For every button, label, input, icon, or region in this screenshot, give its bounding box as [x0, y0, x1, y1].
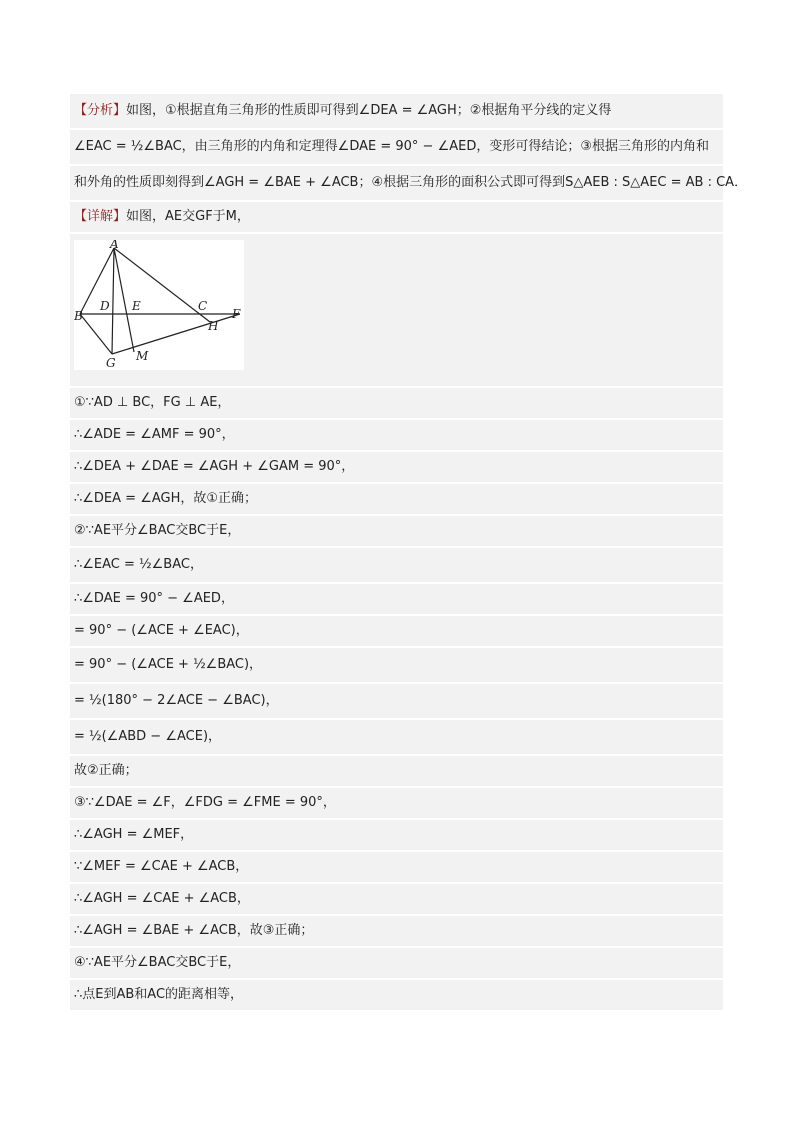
step-row [70, 516, 723, 546]
segment-GF [112, 314, 240, 354]
analysis-text-2: ∠EAC = ½∠BAC，由三角形的内角和定理得∠DAE = 90° − ∠AED，变形可得结论；③根据三角形的内角和 [74, 139, 710, 154]
label-E: E [132, 299, 141, 313]
step-text: ②∵AE平分∠BAC交BC于E， [74, 523, 241, 538]
step-text: ∴∠DAE = 90° − ∠AED， [74, 591, 234, 606]
step-row [70, 452, 723, 482]
step-row [70, 648, 723, 682]
step-row [70, 420, 723, 450]
step-row [70, 756, 723, 786]
step-text: ④∵AE平分∠BAC交BC于E， [74, 955, 241, 970]
detail-line [70, 202, 723, 232]
analysis-line-3 [70, 166, 748, 200]
step-row [70, 852, 723, 882]
step-row [70, 388, 723, 418]
analysis-line-2 [70, 130, 723, 164]
label-H: H [208, 319, 219, 333]
label-D: D [100, 299, 110, 313]
step-text: = 90° − (∠ACE + ∠EAC)， [74, 623, 249, 638]
step-text: = ½(∠ABD − ∠ACE)， [74, 729, 222, 744]
label-G: G [106, 356, 116, 370]
step-text: ∴∠AGH = ∠MEF， [74, 827, 194, 842]
label-A: A [110, 240, 119, 251]
step-row [70, 584, 723, 614]
detail-intro: 如图，AE交GF于M， [126, 209, 250, 224]
step-text: 故②正确； [74, 763, 138, 778]
step-text: ∴点E到AB和AC的距离相等， [74, 987, 244, 1002]
figure-row [70, 234, 723, 386]
step-text: ①∵AD ⊥ BC，FG ⊥ AE， [74, 395, 231, 410]
segment-AG [112, 248, 114, 354]
analysis-line-1 [70, 94, 723, 128]
step-text: ③∵∠DAE = ∠F，∠FDG = ∠FME = 90°， [74, 795, 336, 810]
step-text: ∴∠AGH = ∠CAE + ∠ACB， [74, 891, 250, 906]
segment-AM [114, 248, 134, 352]
step-row [70, 916, 723, 946]
step-row [70, 788, 723, 818]
segment-BG [80, 314, 112, 354]
step-row [70, 884, 723, 914]
segment-AH [114, 248, 210, 322]
label-F: F [232, 307, 241, 321]
triangle-diagram [74, 240, 244, 370]
label-M: M [136, 349, 149, 363]
step-row [70, 616, 723, 646]
analysis-text-3: 和外角的性质即刻得到∠AGH = ∠BAE + ∠ACB；④根据三角形的面积公式即可得到S△AEB : S△AEC = AB : CA． [74, 175, 748, 190]
analysis-text-1: 如图，①根据直角三角形的性质即可得到∠DEA = ∠AGH；②根据角平分线的定义得 [126, 103, 612, 118]
detail-tag: 【详解】 [74, 209, 127, 224]
step-text: ∴∠ADE = ∠AMF = 90°， [74, 427, 235, 442]
step-row [70, 684, 723, 718]
step-text: ∵∠MEF = ∠CAE + ∠ACB， [74, 859, 249, 874]
label-C: C [198, 299, 208, 313]
step-text: ∴∠EAC = ½∠BAC， [74, 557, 203, 572]
step-text: ∴∠DEA = ∠AGH，故①正确； [74, 491, 258, 506]
step-row [70, 948, 723, 978]
step-row [70, 980, 723, 1010]
analysis-tag: 【分析】 [74, 103, 127, 118]
step-row [70, 548, 723, 582]
geometry-figure [74, 240, 244, 370]
step-row [70, 820, 723, 850]
step-row [70, 720, 723, 754]
step-row [70, 484, 723, 514]
step-text: = ½(180° − 2∠ACE − ∠BAC)， [74, 693, 279, 708]
solution-content [70, 94, 748, 1012]
step-text: = 90° − (∠ACE + ½∠BAC)， [74, 657, 263, 672]
step-text: ∴∠DEA + ∠DAE = ∠AGH + ∠GAM = 90°， [74, 459, 355, 474]
step-text: ∴∠AGH = ∠BAE + ∠ACB，故③正确； [74, 923, 314, 938]
label-B: B [74, 309, 83, 323]
